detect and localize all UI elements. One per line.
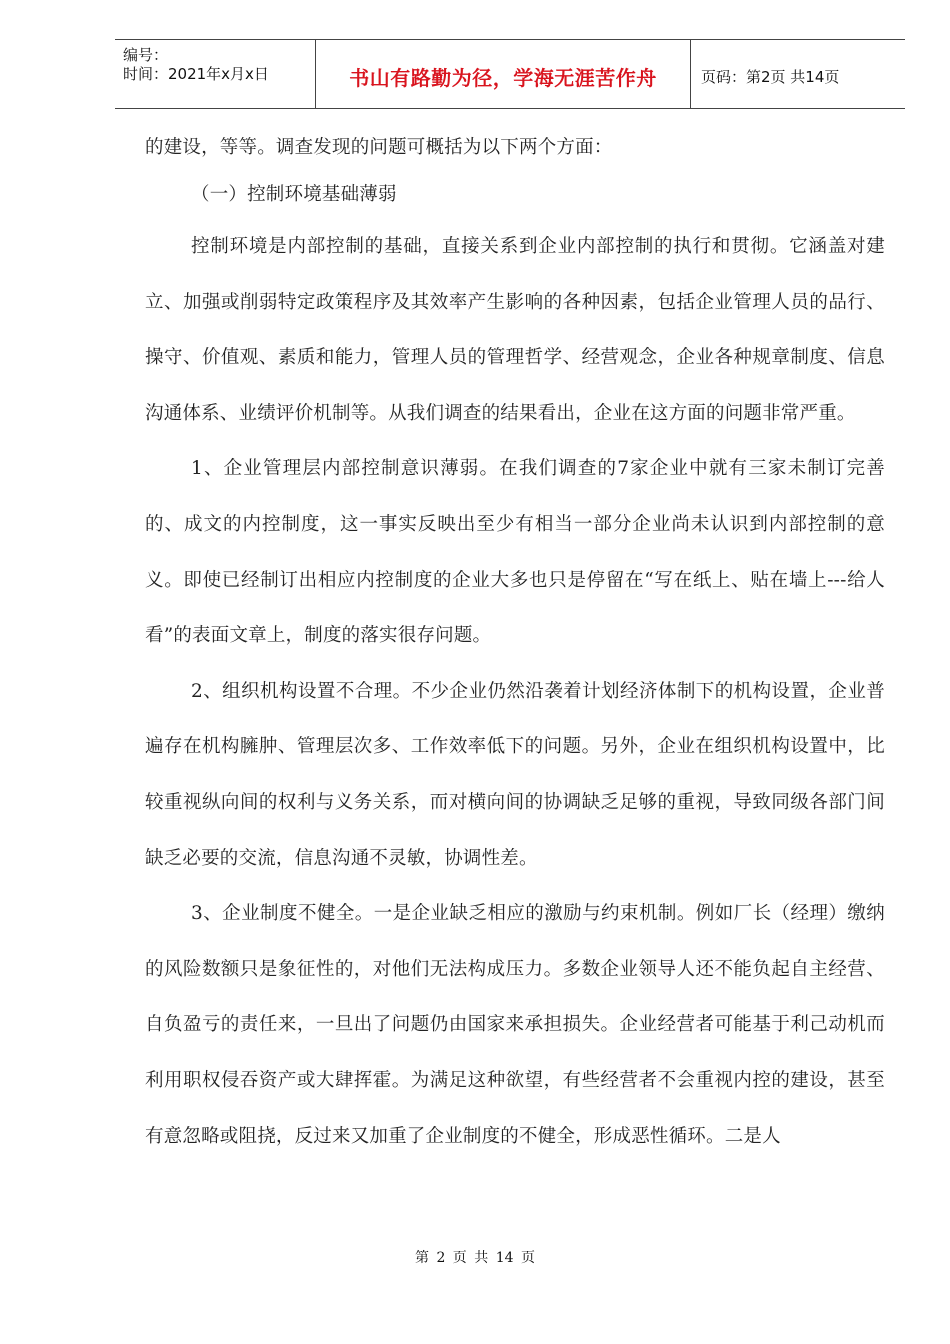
page-header — [115, 39, 905, 109]
header-page-number: 页码：第2页 共14页 — [701, 68, 840, 86]
document-number: 编号： — [123, 46, 169, 64]
paragraph: 1、企业管理层内部控制意识薄弱。在我们调查的7家企业中就有三家未制订完善的、成文的内控制度，这一事实反映出至少有相当一部分企业尚未认识到内部控制的意义。即使已经制订出相应内控制度的企业大多也只是停留在“写在纸上、贴在墙上---给人看”的表面文章上，制度的落实很存问题。 — [145, 458, 885, 647]
motto-text: 书山有路勤为径，学海无涯苦作舟 — [349, 66, 657, 90]
header-meta-cell — [115, 40, 315, 108]
section-heading: （一）控制环境基础薄弱 — [191, 184, 397, 205]
page-footer: 第 2 页 共 14 页 — [415, 1250, 535, 1266]
paragraph: 3、企业制度不健全。一是企业缺乏相应的激励与约束机制。例如厂长（经理）缴纳的风险数额只是象征性的，对他们无法构成压力。多数企业领导人还不能负起自主经营、自负盈亏的责任来，一旦出了问题仍由国家来承担损失。企业经营者可能基于利己动机而利用职权侵吞资产或大肆挥霍。为满足这种欲望，有些经营者不会重视内控的建设，甚至有意忽略或阻挠，反过来又加重了企业制度的不健全，形成恶性循环。二是人 — [145, 903, 885, 1147]
document-date: 时间：2021年x月x日 — [123, 65, 269, 83]
paragraph-continuation: 的建设，等等。调查发现的问题可概括为以下两个方面： — [145, 137, 613, 158]
paragraph: 2、组织机构设置不合理。不少企业仍然沿袭着计划经济体制下的机构设置，企业普遍存在机构臃肿、管理层次多、工作效率低下的问题。另外，企业在组织机构设置中，比较重视纵向间的权利与义务关系，而对横向间的协调缺乏足够的重视，导致同级各部门间缺乏必要的交流，信息沟通不灵敏，协调性差。 — [145, 680, 885, 869]
paragraph: 控制环境是内部控制的基础，直接关系到企业内部控制的执行和贯彻。它涵盖对建立、加强或削弱特定政策程序及其效率产生影响的各种因素，包括企业管理人员的品行、操守、价值观、素质和能力，管理人员的管理哲学、经营观念，企业各种规章制度、信息沟通体系、业绩评价机制等。从我们调查的结果看出，企业在这方面的问题非常严重。 — [145, 236, 885, 424]
header-page-cell — [691, 40, 905, 108]
header-motto-cell — [315, 40, 691, 108]
document-body — [145, 125, 885, 1164]
